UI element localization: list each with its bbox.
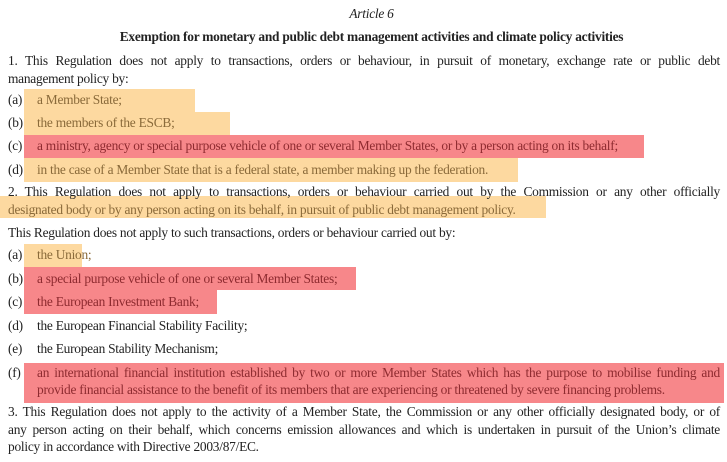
list-item: the European Stability Mechanism; <box>37 341 219 356</box>
item-label: (a) <box>8 92 23 107</box>
paragraph-3-line: 3. This Regulation does not apply to the activity of a Member State, the Commission or any other officially designated body, or of <box>8 404 720 419</box>
item-label: (b) <box>8 115 23 130</box>
item-label: (c) <box>8 138 23 153</box>
list-item: a ministry, agency or special purpose vehicle of one or several Member States, or by a person acting on its behalf; <box>37 138 618 153</box>
list-item: in the case of a Member State that is a federal state, a member making up the federation. <box>37 162 489 177</box>
item-label: (d) <box>8 318 23 333</box>
item-label: (e) <box>8 341 23 356</box>
paragraph-2-intro: This Regulation does not apply to such transactions, orders or behaviour carried out by: <box>8 225 456 240</box>
paragraph-2-line: 2. This Regulation does not apply to transactions, orders or behaviour carried out by the Commission or any other officially <box>8 184 720 199</box>
list-item: a Member State; <box>37 92 122 107</box>
item-label: (b) <box>8 271 23 286</box>
list-item: the European Financial Stability Facility; <box>37 318 248 333</box>
paragraph-1-line: 1. This Regulation does not apply to transactions, orders or behaviour, in pursuit of monetary, exchange rate or public debt <box>8 53 720 68</box>
list-item-continued: provide financial assistance to the benefit of its members that are experiencing or threatened by severe financing problems. <box>37 382 665 397</box>
article-number: Article 6 <box>349 6 394 21</box>
list-item: an international financial institution established by two or more Member States which has the purpose to mobilise funding and <box>37 365 720 380</box>
paragraph-3-line: policy in accordance with Directive 2003/87/EC. <box>8 439 259 454</box>
paragraph-1-line: management policy by: <box>8 71 129 86</box>
item-label: (d) <box>8 162 23 177</box>
list-item: a special purpose vehicle of one or several Member States; <box>37 271 338 286</box>
item-label: (f) <box>8 365 21 380</box>
article-heading: Exemption for monetary and public debt management activities and climate policy activities <box>119 29 624 44</box>
item-label: (a) <box>8 247 23 262</box>
item-label: (c) <box>8 294 23 309</box>
paragraph-2-line: designated body or by any person acting on its behalf, in pursuit of public debt management policy. <box>8 202 516 217</box>
list-item: the members of the ESCB; <box>37 115 175 130</box>
list-item: the Union; <box>37 247 92 262</box>
paragraph-3-line: any person acting on their behalf, which concerns emission allowances and which is undertaken in pursuit of the Union’s climate <box>8 422 720 437</box>
list-item: the European Investment Bank; <box>37 294 199 309</box>
